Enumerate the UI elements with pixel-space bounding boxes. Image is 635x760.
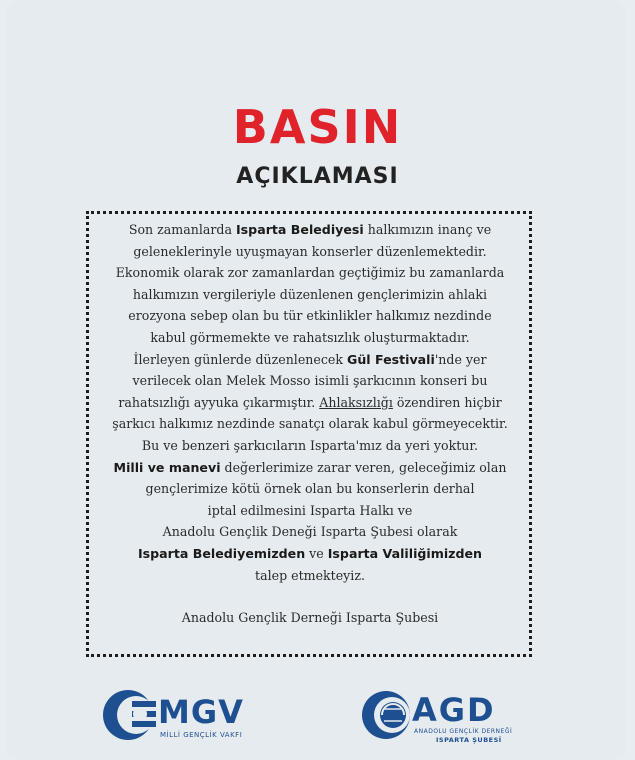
title-aciklamasi: AÇIKLAMASI	[236, 164, 399, 189]
line-8: verilecek olan Melek Mosso isimli şarkıcının konseri bu	[132, 373, 488, 389]
line-13: gençlerimize kötü örnek olan bu konserlerin derhal	[145, 481, 475, 497]
line-15: Anadolu Gençlik Deneği Isparta Şubesi olarak	[162, 524, 458, 540]
mgv-emblem-icon	[100, 687, 160, 743]
line-1: Son zamanlarda Isparta Belediyesi halkımızın inanç ve	[128, 222, 492, 237]
line-7: İlerleyen günlerde düzenlenecek Gül Festivali'nde yer	[133, 351, 487, 367]
title-basin: BASIN	[232, 100, 403, 154]
line-2: geleneklerinyle uyuşmayan konserler düzenlemektedir.	[133, 243, 487, 259]
line-6: kabul görmemekte ve rahatsızlık oluşturmaktadır.	[150, 329, 470, 345]
line-11: Bu ve benzeri şarkıcıların Isparta'mız da yeri yoktur.	[141, 437, 479, 453]
line-14: iptal edilmesini Isparta Halkı ve	[207, 502, 413, 518]
line-9: rahatsızlığı ayyuka çıkarmıştır. Ahlaksızlığı özendiren hiçbir	[118, 394, 502, 410]
agd-subtitle: ANADOLU GENÇLİK DERNEĞİ	[414, 728, 513, 735]
line-10: şarkıcı halkımız nezdinde sanatçı olarak kabul görmeyecektir.	[112, 416, 508, 432]
agd-emblem-icon	[360, 687, 412, 743]
mgv-name: MGV	[158, 693, 244, 731]
mgv-subtitle: MİLLİ GENÇLİK VAKFI	[160, 731, 243, 739]
statement-body	[90, 219, 530, 586]
line-4: halkımızın vergileriyle düzenlenen gençlerimizin ahlaki	[132, 286, 488, 302]
agd-logo	[360, 687, 535, 743]
agd-branch: ISPARTA ŞUBESİ	[436, 736, 502, 744]
line-16: Isparta Belediyemizden ve Isparta Valiliğimizden	[137, 545, 483, 561]
mgv-logo	[100, 687, 280, 743]
line-5: erozyona sebep olan bu tür etkinlikler halkımız nezdinde	[128, 308, 492, 324]
line-3: Ekonomik olarak zor zamanlardan geçtiğimiz bu zamanlarda	[115, 265, 505, 281]
line-12: Milli ve manevi değerlerimize zarar veren, geleceğimiz olan	[113, 459, 507, 475]
agd-name: AGD	[412, 691, 496, 729]
line-17: talep etmekteyiz.	[255, 567, 365, 583]
signature: Anadolu Gençlik Derneği Isparta Şubesi	[181, 610, 439, 625]
